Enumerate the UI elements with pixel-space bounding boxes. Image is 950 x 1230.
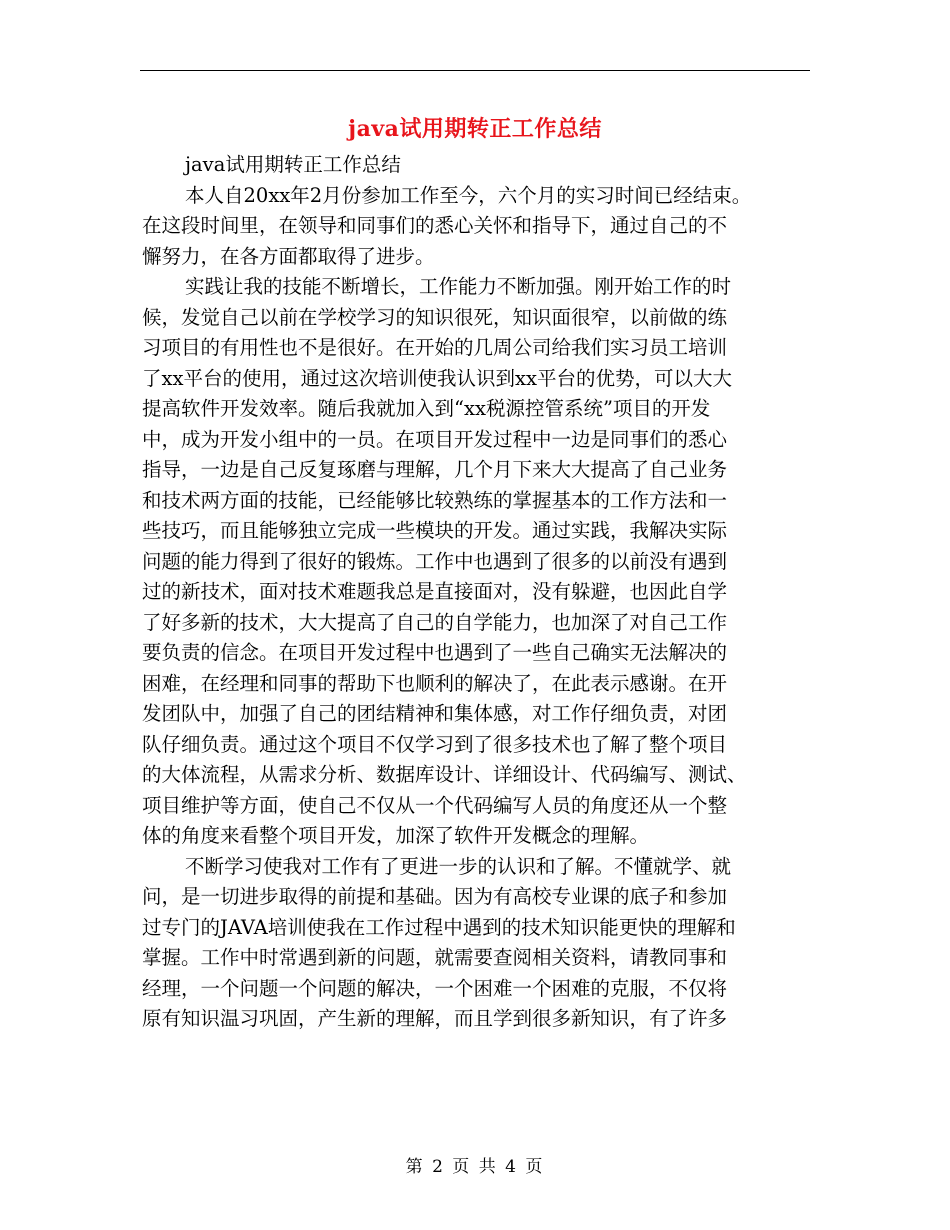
- body-line: 候，发觉自己以前在学校学习的知识很死，知识面很窄，以前做的练: [142, 305, 728, 329]
- body-line: 实践让我的技能不断增长，工作能力不断加强。刚开始工作的时: [185, 275, 732, 298]
- page-footer: 第 2 页 共 4 页: [405, 1157, 545, 1177]
- body-line: 和技术两方面的技能，已经能够比较熟练的掌握基本的工作方法和一: [142, 488, 728, 512]
- body-line: 在这段时间里，在领导和同事们的悉心关怀和指导下，通过自己的不: [142, 214, 728, 237]
- body-line: 发团队中，加强了自己的团结精神和集体感，对工作仔细负责，对团: [142, 702, 728, 725]
- body-line: java试用期转正工作总结: [185, 153, 401, 176]
- body-line: 习项目的有用性也不是很好。在开始的几周公司给我们实习员工培训: [142, 336, 728, 359]
- document-title: java试用期转正工作总结: [348, 116, 602, 142]
- body-line: 了好多新的技术，大大提高了自己的自学能力，也加深了对自己工作: [142, 610, 728, 634]
- body-line: 懈努力，在各方面都取得了进步。: [142, 244, 435, 268]
- body-line: 要负责的信念。在项目开发过程中也遇到了一些自己确实无法解决的: [142, 641, 728, 664]
- body-line: 经理，一个问题一个问题的解决，一个困难一个困难的克服，不仅将: [142, 976, 728, 1000]
- body-line: 问题的能力得到了很好的锻炼。工作中也遇到了很多的以前没有遇到: [142, 549, 728, 573]
- body-line: 些技巧，而且能够独立完成一些模块的开发。通过实践，我解决实际: [142, 519, 728, 542]
- body-line: 掌握。工作中时常遇到新的问题，就需要查阅相关资料，请教同事和: [142, 946, 728, 969]
- body-line: 中，成为开发小组中的一员。在项目开发过程中一边是同事们的悉心: [142, 427, 728, 451]
- header-rule: [140, 70, 810, 71]
- body-line: 了xx平台的使用，通过这次培训使我认识到xx平台的优势，可以大大: [142, 366, 732, 390]
- body-line: 问，是一切进步取得的前提和基础。因为有高校专业课的底子和参加: [142, 885, 728, 908]
- body-line: 不断学习使我对工作有了更进一步的认识和了解。不懂就学、就: [185, 854, 732, 878]
- body-line: 原有知识温习巩固，产生新的理解，而且学到很多新知识，有了许多: [142, 1007, 728, 1030]
- body-line: 队仔细负责。通过这个项目不仅学习到了很多技术也了解了整个项目: [142, 732, 728, 756]
- body-line: 过的新技术，面对技术难题我总是直接面对，没有躲避，也因此自学: [142, 580, 728, 603]
- body-line: 本人自20xx年2月份参加工作至今，六个月的实习时间已经结束。: [185, 183, 752, 207]
- body-line: 指导，一边是自己反复琢磨与理解，几个月下来大大提高了自己业务: [142, 458, 728, 481]
- document-body: [142, 150, 810, 1035]
- body-line: 困难，在经理和同事的帮助下也顺利的解决了，在此表示感谢。在开: [142, 671, 728, 695]
- body-line: 项目维护等方面，使自己不仅从一个代码编写人员的角度还从一个整: [142, 793, 728, 817]
- body-line: 的大体流程，从需求分析、数据库设计、详细设计、代码编写、测试、: [142, 763, 747, 786]
- body-line: 体的角度来看整个项目开发，加深了软件开发概念的理解。: [142, 824, 650, 847]
- body-line: 过专门的JAVA培训使我在工作过程中遇到的技术知识能更快的理解和: [142, 915, 736, 939]
- body-line: 提高软件开发效率。随后我就加入到“xx税源控管系统”项目的开发: [142, 397, 711, 420]
